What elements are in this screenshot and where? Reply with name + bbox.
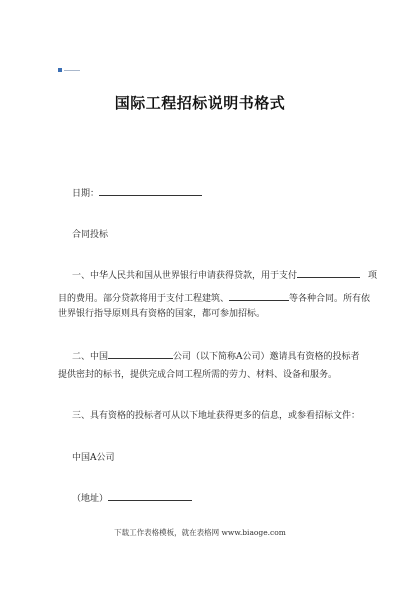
contract-blank <box>229 291 289 301</box>
para2-text-a: 二、中国 <box>72 352 109 362</box>
address-label: （地址） <box>72 494 109 504</box>
para1-text-c: 目的费用。部分贷款将用于支付工程建筑、 <box>58 294 230 304</box>
company-name: 中国A公司 <box>72 453 115 463</box>
address-blank <box>108 491 192 501</box>
date-blank <box>99 186 202 196</box>
company-blank <box>108 349 173 359</box>
para2-line1 <box>72 349 360 363</box>
para2-line2: 提供密封的标书，提供完成合同工程所需的劳力、材料、设备和服务。 <box>58 370 338 380</box>
footer-text: 下载工作表格模板，就在表格网 www.biaoge.com <box>114 528 286 537</box>
date-label: 日期： <box>72 189 100 199</box>
para1-line1 <box>72 268 377 282</box>
address-line <box>72 491 192 505</box>
para1-line3: 世界银行指导原则具有资格的国家，都可参加招标。 <box>58 309 266 319</box>
header-logo-icon <box>58 67 80 73</box>
document-title: 国际工程招标说明书格式 <box>114 94 286 112</box>
para2-text-b: 公司（以下简称A公司）邀请具有资格的投标者 <box>173 352 360 362</box>
para1-text-a: 一、中华人民共和国从世界银行申请获得贷款，用于支付 <box>72 271 298 281</box>
para1-text-b: 项 <box>368 271 378 281</box>
para1-text-d: 等各种合同。所有依 <box>289 294 371 304</box>
payment-blank <box>297 268 360 278</box>
para3-line1: 三、具有资格的投标者可从以下地址获得更多的信息，或参看招标文件： <box>72 411 361 421</box>
date-line <box>72 186 202 200</box>
para1-line2 <box>58 291 370 305</box>
section-heading: 合同投标 <box>72 230 109 240</box>
